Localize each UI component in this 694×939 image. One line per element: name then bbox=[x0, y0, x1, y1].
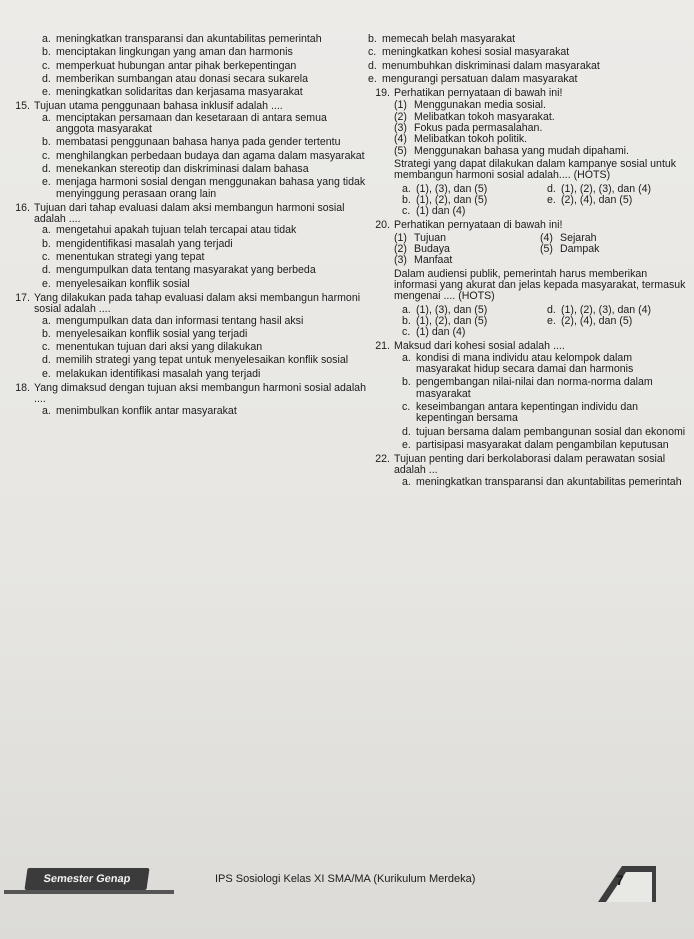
option-letter: a. bbox=[42, 111, 51, 124]
option-letter: d. bbox=[402, 425, 411, 438]
option-letter: a. bbox=[42, 224, 51, 237]
option-text: menentukan strategi yang tepat bbox=[56, 251, 205, 264]
option-letter: e. bbox=[42, 277, 51, 290]
option-letter: a. bbox=[402, 182, 411, 195]
question-stem: Tujuan dari tahap evaluasi dalam aksi membangun harmoni sosial adalah .... bbox=[34, 201, 345, 226]
option-text: menyelesaikan konflik sosial yang terjadi bbox=[56, 327, 248, 340]
option-letter: c. bbox=[402, 326, 411, 339]
option-text: mengetahui apakah tujuan telah tercapai atau tidak bbox=[56, 224, 297, 237]
question-19 bbox=[368, 88, 686, 217]
statement-number: (3) bbox=[394, 122, 407, 135]
answer-option bbox=[42, 61, 366, 72]
option-letter: c. bbox=[402, 205, 411, 218]
option-text: mengumpulkan data tentang masyarakat yang berbeda bbox=[56, 264, 316, 277]
option-letter: b. bbox=[42, 327, 51, 340]
option-letter: d. bbox=[42, 354, 51, 367]
option-letter: c. bbox=[42, 59, 51, 72]
option-text: menghilangkan perbedaan budaya dan agama dalam masyarakat bbox=[56, 149, 365, 162]
option-letter: e. bbox=[42, 176, 51, 189]
option-text: pengembangan nilai-nilai dan norma-norma dalam masyarakat bbox=[416, 376, 653, 400]
answer-option bbox=[42, 74, 366, 85]
answer-option bbox=[402, 377, 686, 400]
statement-text: Sejarah bbox=[560, 231, 597, 244]
statement-number: (2) bbox=[394, 243, 407, 256]
option-letter: d. bbox=[547, 182, 556, 195]
answer-option bbox=[42, 329, 366, 340]
answer-option bbox=[42, 342, 366, 353]
option-text: meningkatkan transparansi dan akuntabilitas pemerintah bbox=[56, 33, 322, 45]
option-text: mengurangi persatuan dalam masyarakat bbox=[382, 72, 578, 85]
answer-option bbox=[42, 47, 366, 58]
option-letter: a. bbox=[402, 351, 411, 364]
option-text: (1) dan (4) bbox=[416, 205, 466, 218]
option-letter: c. bbox=[42, 251, 51, 264]
question-stem: Maksud dari kohesi sosial adalah .... bbox=[394, 340, 565, 353]
statement-number bbox=[540, 255, 560, 266]
answer-option bbox=[42, 279, 366, 290]
question-number: 21. bbox=[375, 340, 390, 353]
answer-option bbox=[42, 252, 366, 263]
answer-option bbox=[402, 402, 686, 425]
option-text: kondisi di mana individu atau kelompok dalam masyarakat hidup secara damai dan harmonis bbox=[416, 351, 634, 376]
answer-option bbox=[547, 195, 686, 206]
question-14-options-continued bbox=[368, 34, 686, 85]
option-letter: c. bbox=[42, 149, 51, 162]
statement-number: (4) bbox=[540, 231, 553, 244]
option-text: menciptakan persamaan dan kesetaraan di antara semua anggota masyarakat bbox=[56, 111, 327, 136]
option-letter: a. bbox=[42, 33, 51, 45]
statement-text: Dampak bbox=[560, 243, 600, 256]
question-stem-row bbox=[8, 203, 366, 226]
option-letter: e. bbox=[402, 438, 411, 451]
answer-option bbox=[42, 406, 366, 417]
question-17 bbox=[8, 293, 366, 380]
statement-number: (2) bbox=[394, 110, 407, 123]
answer-option bbox=[42, 164, 366, 175]
option-letter: d. bbox=[368, 59, 377, 72]
option-letter: a. bbox=[42, 404, 51, 417]
answer-option bbox=[402, 440, 686, 451]
option-text: (1), (3), dan (5) bbox=[416, 182, 488, 195]
question-stem-row bbox=[8, 383, 366, 406]
answer-option bbox=[42, 239, 366, 250]
option-letter: b. bbox=[42, 46, 51, 59]
option-text: (1), (3), dan (5) bbox=[416, 303, 488, 316]
answer-option bbox=[402, 327, 541, 338]
option-letter: d. bbox=[547, 303, 556, 316]
book-title: IPS Sosiologi Kelas XI SMA/MA (Kurikulum Merdeka) bbox=[215, 873, 476, 885]
page-footer bbox=[0, 856, 694, 916]
question-number: 17. bbox=[15, 291, 30, 304]
options-list bbox=[8, 113, 366, 200]
answer-option bbox=[42, 34, 366, 45]
option-letter: b. bbox=[402, 314, 411, 327]
statement-text bbox=[560, 255, 686, 266]
question-stem: Yang dimaksud dengan tujuan aksi membangun harmoni sosial adalah .... bbox=[34, 382, 366, 406]
answer-option bbox=[402, 427, 686, 438]
option-letter: b. bbox=[368, 33, 377, 45]
option-text: memberikan sumbangan atau donasi secara sukarela bbox=[56, 72, 309, 85]
option-letter: b. bbox=[402, 376, 411, 389]
statement-number: (5) bbox=[394, 144, 407, 157]
option-letter: b. bbox=[42, 136, 51, 149]
option-letter: c. bbox=[368, 46, 377, 59]
answer-option bbox=[42, 87, 366, 98]
option-letter: a. bbox=[402, 303, 411, 316]
footer-underline bbox=[4, 890, 174, 894]
option-text: meningkatkan solidaritas dan kerjasama masyarakat bbox=[56, 86, 303, 99]
option-letter: a. bbox=[402, 475, 411, 488]
option-text: menyelesaikan konflik sosial bbox=[56, 277, 190, 290]
option-letter: e. bbox=[368, 72, 377, 85]
option-text: meningkatkan transparansi dan akuntabilitas pemerintah bbox=[416, 475, 682, 488]
option-letter: c. bbox=[402, 400, 411, 413]
option-text: menekankan stereotip dan diskriminasi dalam bahasa bbox=[56, 162, 309, 175]
option-text: memperkuat hubungan antar pihak berkepentingan bbox=[56, 59, 297, 72]
answer-option bbox=[42, 265, 366, 276]
statement-text: Melibatkan tokoh politik. bbox=[414, 133, 528, 146]
question-number: 22. bbox=[375, 453, 390, 466]
option-letter: b. bbox=[42, 237, 51, 250]
statement-number: (5) bbox=[540, 243, 553, 256]
statement-item bbox=[394, 146, 686, 157]
question-15 bbox=[8, 101, 366, 199]
answer-option bbox=[42, 151, 366, 162]
question-stem: Perhatikan pernyataan di bawah ini! bbox=[394, 87, 563, 100]
option-letter: e. bbox=[42, 367, 51, 380]
answer-option bbox=[402, 206, 541, 217]
answer-option bbox=[42, 177, 366, 200]
question-22 bbox=[368, 454, 686, 488]
option-text: menjaga harmoni sosial dengan menggunakan bahasa yang tidak menyinggung perasaan orang lain bbox=[56, 176, 366, 200]
statement-row bbox=[394, 255, 686, 266]
option-letter: d. bbox=[42, 264, 51, 277]
question-stem: Tujuan utama penggunaan bahasa inklusif adalah .... bbox=[34, 100, 283, 113]
option-letter: e. bbox=[42, 86, 51, 99]
option-text: (2), (4), dan (5) bbox=[561, 314, 633, 327]
option-text: (1), (2), (3), dan (4) bbox=[561, 303, 652, 316]
statement-text: Budaya bbox=[414, 243, 450, 256]
option-letter: e. bbox=[547, 193, 556, 206]
option-text: (1), (2), dan (5) bbox=[416, 193, 488, 206]
statement-text: Tujuan bbox=[414, 231, 446, 244]
question-stem-row bbox=[8, 293, 366, 316]
answer-option bbox=[368, 61, 686, 72]
answer-option bbox=[368, 34, 686, 45]
options-list bbox=[8, 225, 366, 289]
page-corner-icon bbox=[592, 862, 656, 902]
statement-text: Menggunakan bahasa yang mudah dipahami. bbox=[414, 144, 629, 157]
statement-number: (1) bbox=[394, 99, 407, 112]
answer-option bbox=[42, 355, 366, 366]
option-text: (1), (2), (3), dan (4) bbox=[561, 182, 652, 195]
option-text: menciptakan lingkungan yang aman dan harmonis bbox=[56, 46, 293, 59]
answer-option bbox=[368, 74, 686, 85]
statement-text: Fokus pada permasalahan. bbox=[414, 122, 543, 135]
option-text: (1), (2), dan (5) bbox=[416, 314, 488, 327]
options-list bbox=[8, 406, 366, 417]
option-text: partisipasi masyarakat dalam pengambilan keputusan bbox=[416, 438, 669, 451]
option-text: (1) dan (4) bbox=[416, 326, 466, 339]
option-letter: b. bbox=[402, 193, 411, 206]
answer-option bbox=[42, 225, 366, 236]
option-text: keseimbangan antara kepentingan individu dan kepentingan bersama bbox=[416, 400, 639, 425]
option-text: melakukan identifikasi masalah yang terjadi bbox=[56, 367, 261, 380]
question-number: 19. bbox=[375, 87, 390, 100]
statement-number: (1) bbox=[394, 231, 407, 244]
statement-number: (3) bbox=[394, 254, 407, 267]
semester-badge: Semester Genap bbox=[24, 868, 149, 890]
answer-option bbox=[368, 47, 686, 58]
question-number: 16. bbox=[15, 201, 30, 214]
question-intro: Dalam audiensi publik, pemerintah harus memberikan informasi yang akurat dan jelas kepada masyarakat, termasuk mengenai .... (HOTS) bbox=[394, 267, 686, 303]
answer-option bbox=[547, 316, 686, 327]
answer-option bbox=[42, 113, 366, 136]
option-letter: d. bbox=[42, 72, 51, 85]
option-text: menimbulkan konflik antar masyarakat bbox=[56, 404, 237, 417]
question-number: 15. bbox=[15, 100, 30, 113]
question-14-options bbox=[8, 34, 366, 98]
question-20 bbox=[368, 220, 686, 338]
option-text: mengumpulkan data dan informasi tentang hasil aksi bbox=[56, 314, 304, 327]
option-text: memilih strategi yang tepat untuk menyelesaikan konflik sosial bbox=[56, 354, 349, 367]
statement-number: (4) bbox=[394, 133, 407, 146]
right-column bbox=[368, 34, 686, 491]
option-text: menentukan tujuan dari aksi yang dilakukan bbox=[56, 341, 263, 354]
option-text: menumbuhkan diskriminasi dalam masyarakat bbox=[382, 59, 600, 72]
statement-text: Melibatkan tokoh masyarakat. bbox=[414, 110, 555, 123]
statement-text: Manfaat bbox=[414, 254, 453, 267]
option-text: membatasi penggunaan bahasa hanya pada gender tertentu bbox=[56, 136, 341, 149]
answer-option bbox=[42, 137, 366, 148]
question-21 bbox=[368, 341, 686, 451]
question-number: 18. bbox=[15, 382, 30, 395]
question-18 bbox=[8, 383, 366, 417]
question-16 bbox=[8, 203, 366, 290]
question-stem: Tujuan penting dari berkolaborasi dalam perawatan sosial adalah ... bbox=[394, 453, 666, 477]
option-text: tujuan bersama dalam pembangunan sosial dan ekonomi bbox=[416, 425, 686, 438]
option-text: meningkatkan kohesi sosial masyarakat bbox=[382, 46, 570, 59]
answer-option bbox=[42, 369, 366, 380]
answer-option bbox=[42, 316, 366, 327]
statement-item bbox=[394, 134, 686, 145]
options-list bbox=[8, 316, 366, 380]
option-letter: c. bbox=[42, 341, 51, 354]
answer-option bbox=[402, 477, 686, 488]
left-column bbox=[8, 34, 366, 420]
option-letter: e. bbox=[547, 314, 556, 327]
answer-option bbox=[402, 353, 686, 376]
question-stem: Perhatikan pernyataan di bawah ini! bbox=[394, 219, 563, 232]
statement-text: Menggunakan media sosial. bbox=[414, 99, 546, 112]
question-stem: Yang dilakukan pada tahap evaluasi dalam aksi membangun harmoni sosial adalah .... bbox=[34, 291, 361, 316]
question-intro: Strategi yang dapat dilakukan dalam kampanye sosial untuk membangun harmoni sosial adalah.... (HOTS) bbox=[394, 157, 677, 182]
option-text: mengidentifikasi masalah yang terjadi bbox=[56, 237, 233, 250]
option-text: memecah belah masyarakat bbox=[382, 33, 516, 45]
option-letter: a. bbox=[42, 314, 51, 327]
option-text: (2), (4), dan (5) bbox=[561, 193, 633, 206]
question-number: 20. bbox=[375, 219, 390, 232]
page-number: 7 bbox=[616, 872, 624, 888]
option-letter: d. bbox=[42, 162, 51, 175]
page-number-marker bbox=[592, 862, 656, 902]
